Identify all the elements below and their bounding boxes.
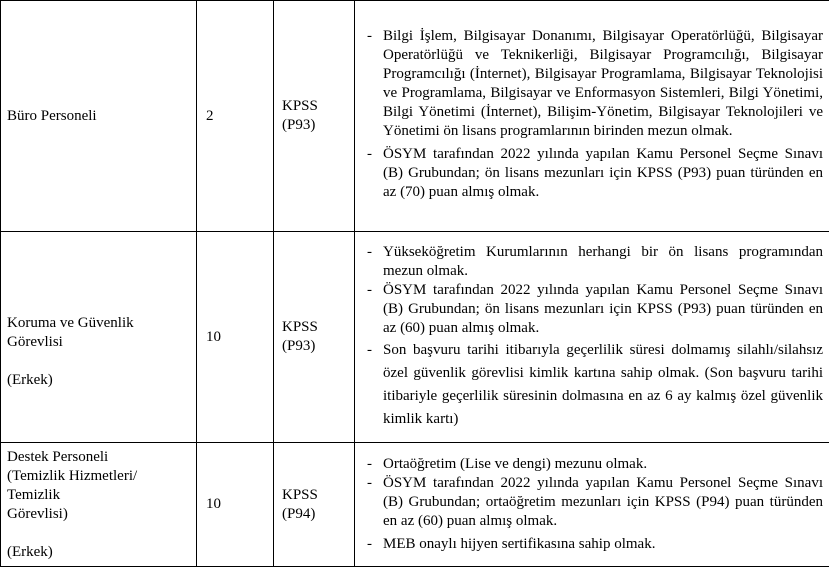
exam-cell xyxy=(274,443,355,567)
requirement-item: - Ortaöğretim (Lise ve dengi) mezunu olmak. xyxy=(365,455,823,474)
quota-count: 10 xyxy=(206,328,221,345)
requirement-item: - ÖSYM tarafından 2022 yılında yapılan Kamu Personel Seçme Sınavı (B) Grubundan; ortaöğretim mezunları için KPSS (P94) puan türünden en az (60) puan almış olmak. xyxy=(365,474,823,531)
position-cell xyxy=(1,232,197,443)
position-cell xyxy=(1,1,197,232)
position-cell xyxy=(1,443,197,567)
exam-name: KPSS xyxy=(282,319,318,335)
position-title-line: Görevlisi xyxy=(7,334,63,350)
position-title-line: Büro Personeli xyxy=(7,107,97,124)
requirements-cell xyxy=(355,443,829,567)
exam-score-type: (P94) xyxy=(282,505,316,522)
table-row xyxy=(1,443,829,567)
exam-name: KPSS xyxy=(282,98,318,114)
requirements-cell xyxy=(355,232,829,443)
requirements-list xyxy=(365,455,823,554)
quota-cell xyxy=(197,232,274,443)
quota-count: 10 xyxy=(206,496,221,512)
position-title-line: Destek Personeli xyxy=(7,448,109,465)
exam-cell xyxy=(274,1,355,232)
quota-cell xyxy=(197,443,274,567)
requirement-item: - ÖSYM tarafından 2022 yılında yapılan Kamu Personel Seçme Sınavı (B) Grubundan; ön lisans mezunları için KPSS (P93) puan türünden en az (70) puan almış olmak. xyxy=(365,145,823,202)
gender-note: (Erkek) xyxy=(7,372,53,388)
requirement-item: - ÖSYM tarafından 2022 yılında yapılan Kamu Personel Seçme Sınavı (B) Grubundan; ön lisans mezunları için KPSS (P93) puan türünden en az (60) puan almış olmak. xyxy=(365,281,823,338)
requirement-item: - MEB onaylı hijyen sertifikasına sahip olmak. xyxy=(365,535,823,554)
quota-count: 2 xyxy=(206,107,214,124)
table-row xyxy=(1,232,829,443)
position-title-line: Temizlik xyxy=(7,486,61,503)
requirements-cell xyxy=(355,1,829,232)
requirement-item: - Bilgi İşlem, Bilgisayar Donanımı, Bilgisayar Operatörlüğü, Bilgisayar Operatörlüğü ve Teknikerliği, Bilgisayar Programcılığı, Bilgisayar Programcılığı (İnternet), Bilgisayar Programlama, Bilgisayar Teknolojisi ve Programlama, Bilgisayar ve Enformasyon Sistemleri, Bilgi Yönetimi, Bilgi Yönetimi (İnternet), Bilişim-Yönetim, Bilgisayar Teknolojileri ve Yönetimi ön lisans programlarının birinden mezun olmak. xyxy=(365,27,823,141)
requirements-list xyxy=(365,27,823,202)
gender-note: (Erkek) xyxy=(7,543,53,560)
exam-score-type: (P93) xyxy=(282,117,316,133)
requirement-item: - Son başvuru tarihi itibarıyla geçerlilik süresi dolmamış silahlı/silahsız özel güvenlik görevlisi kimlik kartına sahip olmak. (Son başvuru tarihi itibariyle geçerlilik süresinin dolmasına en az 6 ay kalmış özel güvenlik kimlik kartı) xyxy=(365,339,823,431)
exam-score-type: (P93) xyxy=(282,338,316,354)
position-title-line: Koruma ve Güvenlik xyxy=(7,315,134,331)
position-title-line: (Temizlik Hizmetleri/ xyxy=(7,467,138,484)
exam-name: KPSS xyxy=(282,486,318,503)
quota-cell xyxy=(197,1,274,232)
requirements-list xyxy=(365,243,823,431)
table-row xyxy=(1,1,829,232)
requirement-item: - Yükseköğretim Kurumlarının herhangi bir ön lisans programından mezun olmak. xyxy=(365,243,823,281)
position-title-line: Görevlisi) xyxy=(7,505,68,522)
exam-cell xyxy=(274,232,355,443)
